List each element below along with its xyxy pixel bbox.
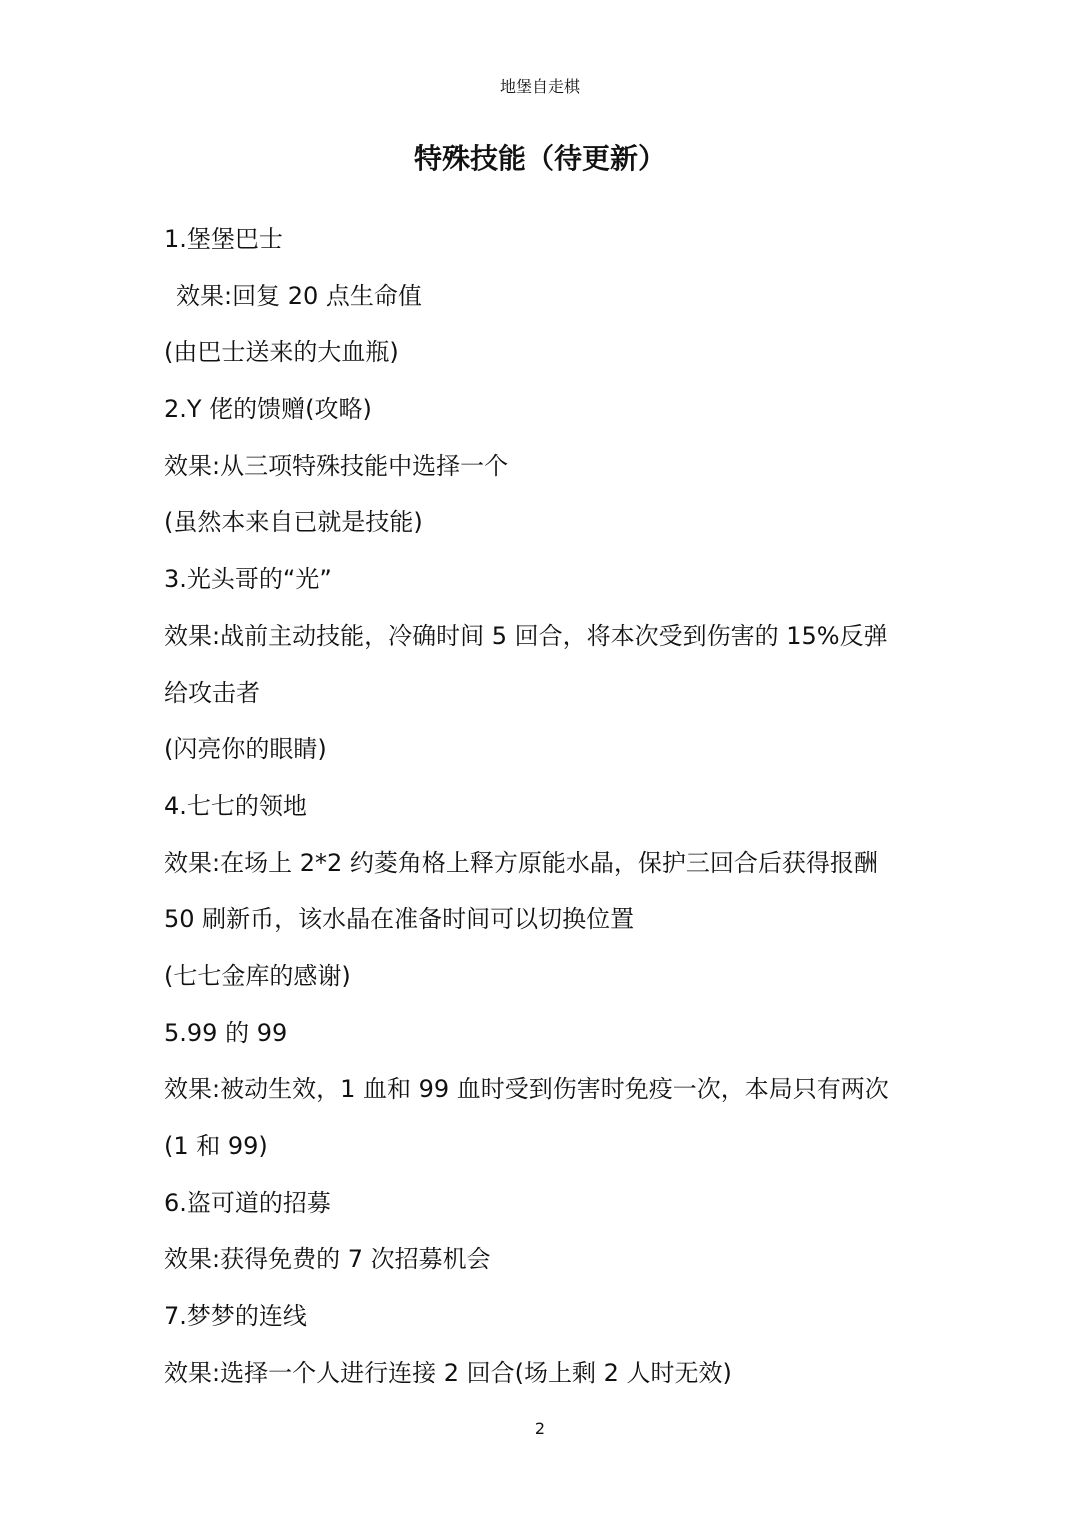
text-line: 给攻击者: [164, 678, 260, 707]
text-line: 效果:战前主动技能，冷确时间 5 回合，将本次受到伤害的 15%反弹: [164, 621, 888, 650]
text-line: 效果:从三项特殊技能中选择一个: [164, 451, 509, 480]
text-line: 4.七七的领地: [164, 791, 307, 820]
text-line: 效果:获得免费的 7 次招募机会: [164, 1245, 491, 1274]
text-line: 3.光头哥的“光”: [164, 565, 332, 594]
text-line: 效果:选择一个人进行连接 2 回合(场上剩 2 人时无效): [164, 1358, 732, 1387]
text-line: (虽然本来自已就是技能): [164, 508, 423, 537]
text-line: 50 刷新币，该水晶在准备时间可以切换位置: [164, 905, 635, 934]
text-line: 2.Y 佬的馈赠(攻略): [164, 395, 372, 424]
running-header: 地堡自走棋: [499, 77, 580, 96]
text-line: 效果:被动生效，1 血和 99 血时受到伤害时免疫一次，本局只有两次: [164, 1075, 889, 1104]
page-number: 2: [534, 1419, 546, 1438]
text-line: 6.盗可道的招募: [164, 1188, 331, 1217]
text-line: 7.梦梦的连线: [164, 1302, 307, 1331]
text-line: 效果:回复 20 点生命值: [176, 281, 422, 310]
text-line: 1.堡堡巴士: [164, 225, 283, 253]
text-line: 5.99 的 99: [164, 1018, 288, 1047]
text-line: (由巴士送来的大血瓶): [164, 338, 399, 367]
text-line: (1 和 99): [164, 1132, 268, 1160]
document-body: [164, 220, 934, 1410]
text-line: (闪亮你的眼睛): [164, 735, 327, 764]
document-title: 特殊技能（待更新）: [413, 142, 666, 175]
text-line: (七七金库的感谢): [164, 961, 351, 990]
text-line: 效果:在场上 2*2 约菱角格上释方原能水晶，保护三回合后获得报酬: [164, 848, 878, 877]
